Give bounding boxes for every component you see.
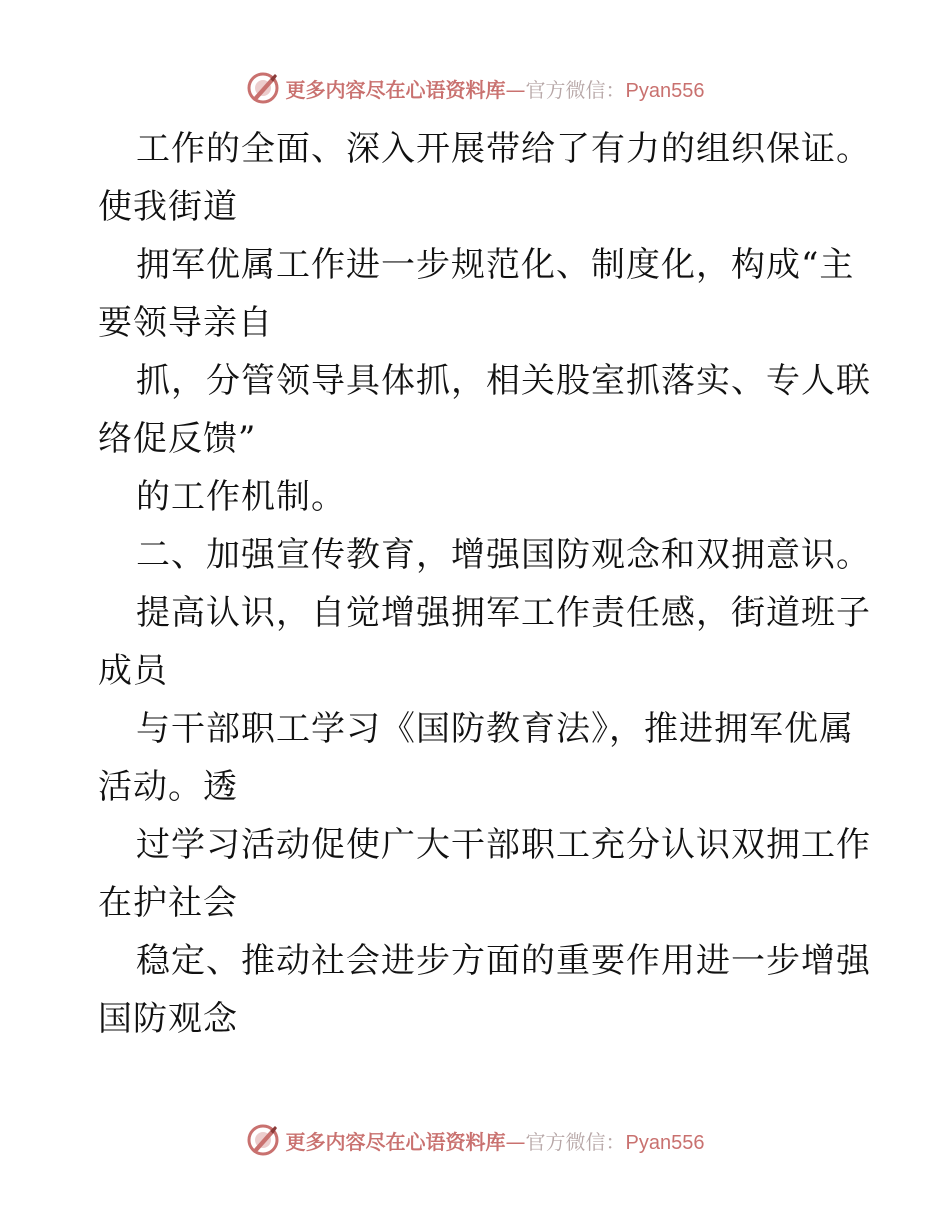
- body-line: 工作的全面、深入开展带给了有力的组织保证。: [136, 129, 871, 169]
- body-line: 络促反馈”: [98, 419, 257, 459]
- footer-banner-main: 更多内容尽在心语资料库: [285, 1129, 506, 1154]
- header-banner-inner: [246, 71, 705, 105]
- header-banner-separator: —: [505, 77, 526, 102]
- body-line: 二、加强宣传教育，增强国防观念和双拥意识。: [136, 535, 871, 575]
- footer-banner-separator: —: [505, 1129, 526, 1154]
- brush-logo-icon: [246, 71, 280, 105]
- footer-banner-text: [286, 1126, 705, 1155]
- header-banner-wechat-id: Pyan556: [625, 79, 705, 102]
- header-banner-main: 更多内容尽在心语资料库: [285, 77, 506, 102]
- header-banner-text: [286, 74, 705, 103]
- body-line: 与干部职工学习《国防教育法》，推进拥军优属: [136, 709, 854, 749]
- footer-banner: [0, 1120, 950, 1160]
- body-line: 过学习活动促使广大干部职工充分认识双拥工作: [136, 825, 871, 865]
- brush-logo-icon: [246, 1123, 280, 1157]
- footer-banner-inner: [246, 1123, 705, 1157]
- document-body: [98, 120, 871, 1048]
- footer-banner-wechat-label: 官方微信：: [525, 1129, 626, 1154]
- header-banner: [0, 68, 950, 108]
- body-line: 提高认识，自觉增强拥军工作责任感，街道班子: [136, 593, 871, 633]
- body-line: 成员: [98, 651, 168, 691]
- body-line: 稳定、推动社会进步方面的重要作用进一步增强: [136, 941, 871, 981]
- body-line: 使我街道: [98, 187, 238, 227]
- body-line: 拥军优属工作进一步规范化、制度化，构成“主: [136, 245, 855, 285]
- body-line: 活动。透: [98, 767, 238, 807]
- header-banner-wechat-label: 官方微信：: [525, 77, 626, 102]
- footer-banner-wechat-id: Pyan556: [625, 1131, 705, 1154]
- body-line: 国防观念: [98, 999, 238, 1039]
- body-line: 要领导亲自: [98, 303, 273, 343]
- body-line: 抓，分管领导具体抓，相关股室抓落实、专人联: [136, 361, 871, 401]
- body-line: 在护社会: [98, 883, 238, 923]
- body-line: 的工作机制。: [136, 477, 346, 517]
